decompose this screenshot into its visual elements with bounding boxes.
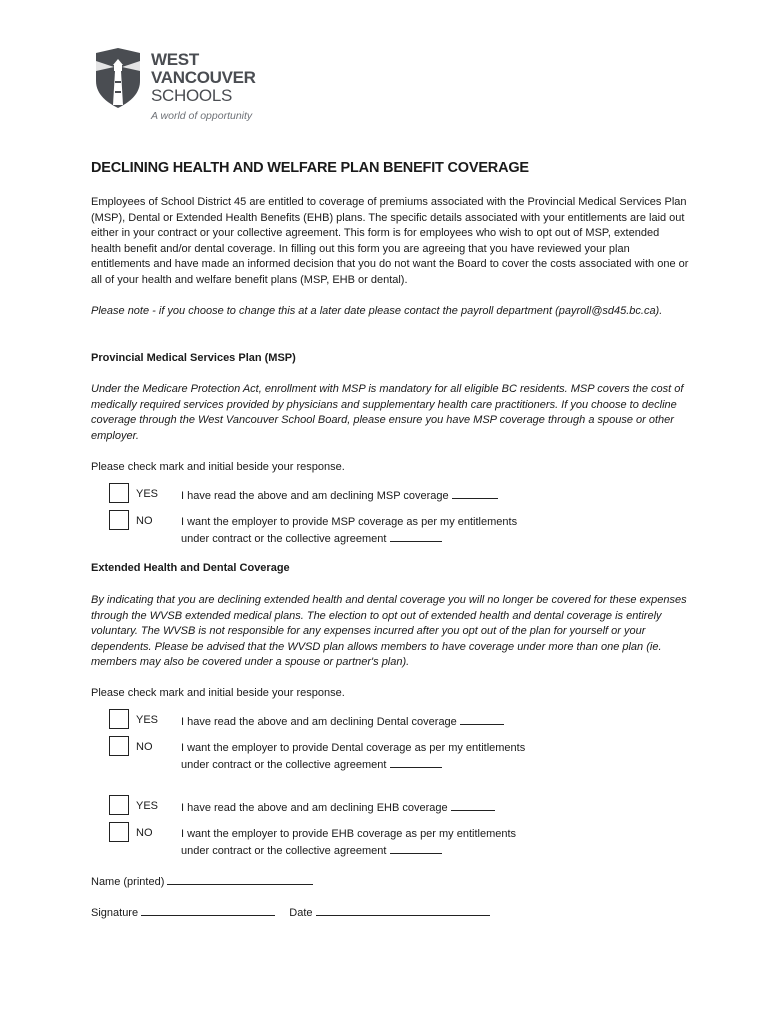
dental-no-line2-wrap bbox=[181, 757, 601, 774]
msp-yes-statement bbox=[181, 488, 601, 505]
name-input-line[interactable] bbox=[167, 874, 313, 885]
ehd-heading: Extended Health and Dental Coverage bbox=[91, 562, 290, 574]
date-label: Date bbox=[289, 907, 313, 919]
payroll-note: Please note - if you choose to change this at a later date please contact the payroll department (payroll@sd45.bc.ca). bbox=[91, 305, 663, 317]
ehb-yes-text: I have read the above and am declining EHB coverage bbox=[181, 802, 448, 814]
dental-yes-text: I have read the above and am declining Dental coverage bbox=[181, 716, 457, 728]
dental-no-text-line2: under contract or the collective agreement bbox=[181, 758, 387, 771]
logo-text-vancouver: VANCOUVER bbox=[151, 68, 256, 87]
logo-text-west: WEST bbox=[151, 50, 199, 69]
msp-yes-initial-line[interactable] bbox=[452, 488, 498, 499]
ehb-yes-checkbox[interactable] bbox=[109, 795, 129, 815]
ehb-no-text-line2: under contract or the collective agreement bbox=[181, 844, 387, 857]
dental-no-label: NO bbox=[136, 741, 153, 753]
ehb-no-statement bbox=[181, 827, 601, 859]
signature-row bbox=[91, 905, 490, 919]
ehb-no-initial-line[interactable] bbox=[390, 843, 442, 854]
dental-no-checkbox[interactable] bbox=[109, 736, 129, 756]
ehb-yes-label: YES bbox=[136, 800, 159, 812]
ehb-yes-statement bbox=[181, 800, 601, 817]
msp-no-checkbox[interactable] bbox=[109, 510, 129, 530]
dental-yes-label: YES bbox=[136, 714, 159, 726]
name-label: Name (printed) bbox=[91, 876, 165, 888]
ehb-no-label: NO bbox=[136, 827, 153, 839]
ehb-no-text-line1: I want the employer to provide EHB coverage as per my entitlements bbox=[181, 828, 517, 840]
dental-yes-checkbox[interactable] bbox=[109, 709, 129, 729]
msp-no-initial-line[interactable] bbox=[390, 531, 442, 542]
intro-paragraph: Employees of School District 45 are entitled to coverage of premiums associated with the Provincial Medical Services Plan (MSP), Dental or Extended Health Benefits (EHB) plans. The specific details associated with your entitlements are laid out either in your contract or your collective agreement. This form is for employees who wish to opt out of MSP, extended health benefit and/or dental coverage. In filling out this form you are agreeing that you have reviewed your plan entitlements and have made an informed decision that you do not want the Board to cover the costs associated with one or all of your health and welfare benefit plans (MSP, EHB or dental). bbox=[91, 196, 689, 286]
msp-description: Under the Medicare Protection Act, enrollment with MSP is mandatory for all eligible BC residents. MSP covers the cost of medically required services provided by physicians and supplementary health care practitioners. If you choose to decline coverage through the West Vancouver School Board, please ensure you have MSP coverage through a spouse or other employer. bbox=[91, 383, 684, 442]
date-input-line[interactable] bbox=[316, 905, 490, 916]
signature-label: Signature bbox=[91, 907, 139, 919]
logo-tagline: A world of opportunity bbox=[151, 110, 253, 122]
dental-no-initial-line[interactable] bbox=[390, 757, 442, 768]
ehb-no-line2-wrap bbox=[181, 843, 601, 860]
signature-input-line[interactable] bbox=[141, 905, 275, 916]
msp-yes-text: I have read the above and am declining MSP coverage bbox=[181, 490, 449, 502]
document-title: DECLINING HEALTH AND WELFARE PLAN BENEFIT COVERAGE bbox=[91, 160, 529, 176]
shield-lighthouse-logo-icon bbox=[94, 47, 142, 109]
dental-yes-initial-line[interactable] bbox=[460, 714, 504, 725]
ehd-instruction: Please check mark and initial beside your response. bbox=[91, 687, 345, 699]
name-row bbox=[91, 874, 313, 888]
msp-instruction: Please check mark and initial beside your response. bbox=[91, 461, 345, 473]
msp-no-label: NO bbox=[136, 515, 153, 527]
msp-no-line2-wrap bbox=[181, 531, 601, 548]
dental-no-text-line1: I want the employer to provide Dental coverage as per my entitlements bbox=[181, 742, 526, 754]
dental-yes-statement bbox=[181, 714, 601, 731]
msp-yes-label: YES bbox=[136, 488, 159, 500]
ehb-no-checkbox[interactable] bbox=[109, 822, 129, 842]
dental-no-statement bbox=[181, 741, 601, 773]
logo-text-schools: SCHOOLS bbox=[151, 86, 233, 105]
msp-yes-checkbox[interactable] bbox=[109, 483, 129, 503]
msp-no-statement bbox=[181, 515, 601, 547]
ehb-yes-initial-line[interactable] bbox=[451, 800, 495, 811]
msp-no-text-line1: I want the employer to provide MSP coverage as per my entitlements bbox=[181, 516, 518, 528]
msp-no-text-line2: under contract or the collective agreement bbox=[181, 532, 387, 545]
msp-heading: Provincial Medical Services Plan (MSP) bbox=[91, 352, 296, 364]
ehd-description: By indicating that you are declining extended health and dental coverage you will no longer be covered for these expenses through the WVSB extended medical plans. The election to opt out of extended health and dental coverage is entirely voluntary. The WVSB is not responsible for any expenses incurred after you opt out of the plan for yourself or your dependents. Please be advised that the WVSD plan allows members to have coverage under more than one plan (ie. members may also be covered under a spouse or partner's plan). bbox=[91, 594, 687, 669]
